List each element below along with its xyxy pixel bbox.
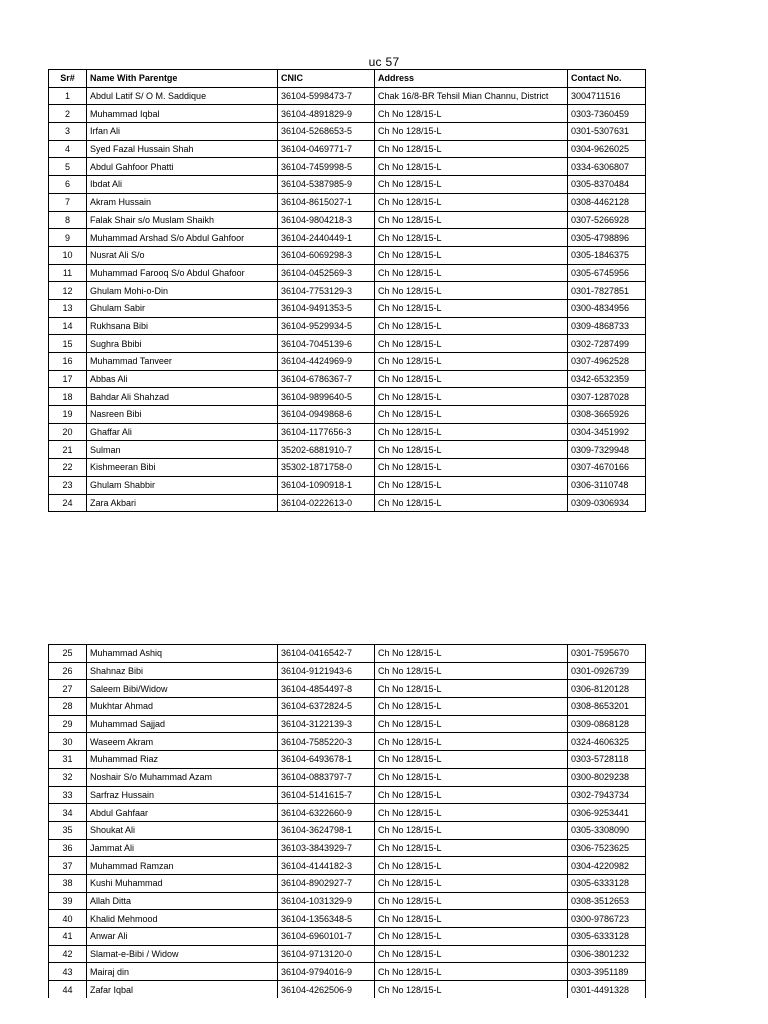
- cell-sr: 37: [49, 857, 87, 875]
- table-row: [49, 662, 646, 680]
- cell-contact: 0301-5307631: [568, 123, 646, 141]
- cell-sr: 12: [49, 282, 87, 300]
- cell-cnic: 36104-6322660-9: [278, 804, 375, 822]
- cell-name: Waseem Akram: [87, 733, 278, 751]
- table-row: [49, 282, 646, 300]
- cell-address: Ch No 128/15-L: [375, 317, 568, 335]
- cell-contact: 0309-7329948: [568, 441, 646, 459]
- cell-name: Bahdar Ali Shahzad: [87, 388, 278, 406]
- cell-contact: 0308-3512653: [568, 892, 646, 910]
- cell-cnic: 36104-7045139-6: [278, 335, 375, 353]
- cell-contact: 0305-4798896: [568, 229, 646, 247]
- cell-contact: 0301-0926739: [568, 662, 646, 680]
- cell-sr: 34: [49, 804, 87, 822]
- cell-cnic: 35202-6881910-7: [278, 441, 375, 459]
- cell-sr: 1: [49, 87, 87, 105]
- cell-sr: 4: [49, 140, 87, 158]
- cell-cnic: 36104-4144182-3: [278, 857, 375, 875]
- cell-contact: 0302-7943734: [568, 786, 646, 804]
- cell-name: Shahnaz Bibi: [87, 662, 278, 680]
- table-row: [49, 87, 646, 105]
- cell-contact: 0301-7595670: [568, 645, 646, 663]
- table-row: [49, 910, 646, 928]
- cell-address: Ch No 128/15-L: [375, 892, 568, 910]
- header-contact: Contact No.: [568, 70, 646, 88]
- table-row: [49, 158, 646, 176]
- cell-contact: 0334-6306807: [568, 158, 646, 176]
- cell-name: Muhammad Tanveer: [87, 353, 278, 371]
- cell-cnic: 36104-0883797-7: [278, 768, 375, 786]
- cell-cnic: 36104-5998473-7: [278, 87, 375, 105]
- cell-address: Ch No 128/15-L: [375, 680, 568, 698]
- cell-name: Irfan Ali: [87, 123, 278, 141]
- cell-cnic: 36104-9491353-5: [278, 299, 375, 317]
- cell-sr: 21: [49, 441, 87, 459]
- cell-address: Ch No 128/15-L: [375, 176, 568, 194]
- cell-name: Nasreen Bibi: [87, 406, 278, 424]
- table-row: [49, 928, 646, 946]
- cell-contact: 0307-1287028: [568, 388, 646, 406]
- cell-cnic: 36104-1356348-5: [278, 910, 375, 928]
- cell-name: Anwar Ali: [87, 928, 278, 946]
- cell-contact: 0305-6333128: [568, 928, 646, 946]
- cell-cnic: 36104-7585220-3: [278, 733, 375, 751]
- cell-name: Muhammad Ramzan: [87, 857, 278, 875]
- page-title: uc 57: [368, 55, 400, 69]
- table-row: [49, 768, 646, 786]
- cell-cnic: 36104-6786367-7: [278, 370, 375, 388]
- cell-cnic: 36104-1177656-3: [278, 423, 375, 441]
- cell-sr: 9: [49, 229, 87, 247]
- cell-sr: 33: [49, 786, 87, 804]
- cell-contact: 0304-4220982: [568, 857, 646, 875]
- cell-sr: 31: [49, 751, 87, 769]
- table-row: [49, 193, 646, 211]
- cell-sr: 6: [49, 176, 87, 194]
- cell-address: Ch No 128/15-L: [375, 140, 568, 158]
- cell-address: Ch No 128/15-L: [375, 388, 568, 406]
- cell-name: Muhammad Ashiq: [87, 645, 278, 663]
- table-row: [49, 370, 646, 388]
- table-row: [49, 353, 646, 371]
- cell-contact: 0301-4491328: [568, 981, 646, 999]
- cell-contact: 0309-0868128: [568, 715, 646, 733]
- cell-name: Falak Shair s/o Muslam Shaikh: [87, 211, 278, 229]
- cell-cnic: 36104-1090918-1: [278, 476, 375, 494]
- table-row: [49, 335, 646, 353]
- cell-sr: 26: [49, 662, 87, 680]
- cell-contact: 0300-8029238: [568, 768, 646, 786]
- table-row: [49, 645, 646, 663]
- cell-sr: 15: [49, 335, 87, 353]
- table-row: [49, 229, 646, 247]
- cell-contact: 0308-3665926: [568, 406, 646, 424]
- cell-sr: 16: [49, 353, 87, 371]
- cell-name: Ghaffar Ali: [87, 423, 278, 441]
- cell-address: Ch No 128/15-L: [375, 768, 568, 786]
- cell-cnic: 36104-4424969-9: [278, 353, 375, 371]
- cell-cnic: 36104-9804218-3: [278, 211, 375, 229]
- table-row: [49, 945, 646, 963]
- cell-cnic: 36104-7753129-3: [278, 282, 375, 300]
- people-table-2: [48, 644, 646, 998]
- table-row: [49, 733, 646, 751]
- cell-sr: 19: [49, 406, 87, 424]
- cell-cnic: 36104-8615027-1: [278, 193, 375, 211]
- cell-sr: 39: [49, 892, 87, 910]
- table-row: [49, 246, 646, 264]
- cell-sr: 14: [49, 317, 87, 335]
- table-header-row: [49, 70, 646, 88]
- cell-address: Ch No 128/15-L: [375, 662, 568, 680]
- cell-sr: 2: [49, 105, 87, 123]
- cell-cnic: 36104-2440449-1: [278, 229, 375, 247]
- cell-address: Ch No 128/15-L: [375, 193, 568, 211]
- cell-contact: 0306-8120128: [568, 680, 646, 698]
- cell-contact: 0304-3451992: [568, 423, 646, 441]
- cell-cnic: 36104-0416542-7: [278, 645, 375, 663]
- cell-sr: 17: [49, 370, 87, 388]
- cell-address: Ch No 128/15-L: [375, 910, 568, 928]
- table-row: [49, 459, 646, 477]
- header-address: Address: [375, 70, 568, 88]
- cell-name: Noshair S/o Muhammad Azam: [87, 768, 278, 786]
- cell-cnic: 36104-9899640-5: [278, 388, 375, 406]
- cell-sr: 35: [49, 821, 87, 839]
- cell-name: Zara Akbari: [87, 494, 278, 512]
- cell-address: Ch No 128/15-L: [375, 423, 568, 441]
- cell-cnic: 36104-5268653-5: [278, 123, 375, 141]
- table-row: [49, 388, 646, 406]
- table-row: [49, 874, 646, 892]
- cell-name: Syed Fazal Hussain Shah: [87, 140, 278, 158]
- table-1-body: [49, 87, 646, 512]
- cell-cnic: 36104-7459998-5: [278, 158, 375, 176]
- cell-sr: 22: [49, 459, 87, 477]
- cell-contact: 0309-4868733: [568, 317, 646, 335]
- cell-contact: 0308-4462128: [568, 193, 646, 211]
- cell-name: Muhammad Sajjad: [87, 715, 278, 733]
- cell-address: Ch No 128/15-L: [375, 264, 568, 282]
- cell-cnic: 36104-4854497-8: [278, 680, 375, 698]
- table-row: [49, 751, 646, 769]
- cell-name: Mukhtar Ahmad: [87, 698, 278, 716]
- cell-address: Ch No 128/15-L: [375, 246, 568, 264]
- table-row: [49, 963, 646, 981]
- cell-contact: 0306-9253441: [568, 804, 646, 822]
- cell-name: Muhammad Iqbal: [87, 105, 278, 123]
- cell-name: Ghulam Shabbir: [87, 476, 278, 494]
- cell-address: Ch No 128/15-L: [375, 715, 568, 733]
- table-row: [49, 441, 646, 459]
- cell-sr: 10: [49, 246, 87, 264]
- cell-name: Ibdat Ali: [87, 176, 278, 194]
- cell-address: Ch No 128/15-L: [375, 874, 568, 892]
- cell-address: Ch No 128/15-L: [375, 406, 568, 424]
- cell-name: Allah Ditta: [87, 892, 278, 910]
- cell-address: Ch No 128/15-L: [375, 441, 568, 459]
- cell-address: Ch No 128/15-L: [375, 821, 568, 839]
- cell-cnic: 36103-3843929-7: [278, 839, 375, 857]
- cell-name: Slamat-e-Bibi / Widow: [87, 945, 278, 963]
- cell-contact: 0305-3308090: [568, 821, 646, 839]
- cell-contact: 0300-4834956: [568, 299, 646, 317]
- cell-sr: 28: [49, 698, 87, 716]
- cell-cnic: 36104-3624798-1: [278, 821, 375, 839]
- cell-sr: 43: [49, 963, 87, 981]
- cell-cnic: 36104-9794016-9: [278, 963, 375, 981]
- table-row: [49, 211, 646, 229]
- table-row: [49, 317, 646, 335]
- people-table-1: [48, 69, 646, 512]
- cell-sr: 27: [49, 680, 87, 698]
- cell-address: Chak 16/8-BR Tehsil Mian Channu, District: [375, 87, 568, 105]
- table-row: [49, 786, 646, 804]
- cell-name: Sulman: [87, 441, 278, 459]
- cell-cnic: 35302-1871758-0: [278, 459, 375, 477]
- cell-name: Ghulam Sabir: [87, 299, 278, 317]
- cell-contact: 0305-6745956: [568, 264, 646, 282]
- table-row: [49, 299, 646, 317]
- cell-sr: 44: [49, 981, 87, 999]
- cell-cnic: 36104-5141615-7: [278, 786, 375, 804]
- cell-name: Saleem Bibi/Widow: [87, 680, 278, 698]
- table-row: [49, 857, 646, 875]
- cell-sr: 3: [49, 123, 87, 141]
- cell-contact: 0308-8653201: [568, 698, 646, 716]
- cell-contact: 0306-3801232: [568, 945, 646, 963]
- header-sr: Sr#: [49, 70, 87, 88]
- cell-cnic: 36104-8902927-7: [278, 874, 375, 892]
- table-row: [49, 839, 646, 857]
- table-row: [49, 981, 646, 999]
- cell-name: Mairaj din: [87, 963, 278, 981]
- cell-contact: 0324-4606325: [568, 733, 646, 751]
- cell-address: Ch No 128/15-L: [375, 335, 568, 353]
- cell-address: Ch No 128/15-L: [375, 123, 568, 141]
- cell-cnic: 36104-9713120-0: [278, 945, 375, 963]
- cell-sr: 18: [49, 388, 87, 406]
- cell-contact: 0305-8370484: [568, 176, 646, 194]
- cell-name: Akram Hussain: [87, 193, 278, 211]
- cell-address: Ch No 128/15-L: [375, 494, 568, 512]
- cell-contact: 0307-4962528: [568, 353, 646, 371]
- cell-cnic: 36104-6493678-1: [278, 751, 375, 769]
- cell-name: Abdul Gahfaar: [87, 804, 278, 822]
- cell-contact: 0306-3110748: [568, 476, 646, 494]
- cell-address: Ch No 128/15-L: [375, 786, 568, 804]
- cell-sr: 32: [49, 768, 87, 786]
- table-row: [49, 698, 646, 716]
- cell-sr: 23: [49, 476, 87, 494]
- cell-cnic: 36104-6372824-5: [278, 698, 375, 716]
- table-row: [49, 140, 646, 158]
- table-row: [49, 423, 646, 441]
- cell-sr: 41: [49, 928, 87, 946]
- cell-cnic: 36104-0222613-0: [278, 494, 375, 512]
- cell-cnic: 36104-0469771-7: [278, 140, 375, 158]
- cell-name: Zafar Iqbal: [87, 981, 278, 999]
- cell-sr: 5: [49, 158, 87, 176]
- cell-contact: 0303-7360459: [568, 105, 646, 123]
- cell-address: Ch No 128/15-L: [375, 733, 568, 751]
- table-row: [49, 105, 646, 123]
- cell-cnic: 36104-1031329-9: [278, 892, 375, 910]
- cell-address: Ch No 128/15-L: [375, 353, 568, 371]
- cell-address: Ch No 128/15-L: [375, 299, 568, 317]
- cell-contact: 0306-7523625: [568, 839, 646, 857]
- table-row: [49, 715, 646, 733]
- cell-cnic: 36104-0452569-3: [278, 264, 375, 282]
- cell-address: Ch No 128/15-L: [375, 804, 568, 822]
- cell-name: Sughra Bbibi: [87, 335, 278, 353]
- cell-address: Ch No 128/15-L: [375, 981, 568, 999]
- cell-address: Ch No 128/15-L: [375, 751, 568, 769]
- cell-cnic: 36104-3122139-3: [278, 715, 375, 733]
- cell-cnic: 36104-5387985-9: [278, 176, 375, 194]
- cell-contact: 0300-9786723: [568, 910, 646, 928]
- cell-sr: 24: [49, 494, 87, 512]
- cell-address: Ch No 128/15-L: [375, 839, 568, 857]
- cell-address: Ch No 128/15-L: [375, 698, 568, 716]
- cell-sr: 40: [49, 910, 87, 928]
- cell-address: Ch No 128/15-L: [375, 963, 568, 981]
- cell-address: Ch No 128/15-L: [375, 158, 568, 176]
- cell-address: Ch No 128/15-L: [375, 645, 568, 663]
- cell-name: Abdul Gahfoor Phatti: [87, 158, 278, 176]
- cell-address: Ch No 128/15-L: [375, 945, 568, 963]
- cell-address: Ch No 128/15-L: [375, 282, 568, 300]
- cell-contact: 0307-4670166: [568, 459, 646, 477]
- cell-address: Ch No 128/15-L: [375, 459, 568, 477]
- table-row: [49, 821, 646, 839]
- cell-contact: 0305-6333128: [568, 874, 646, 892]
- table-row: [49, 680, 646, 698]
- cell-cnic: 36104-6069298-3: [278, 246, 375, 264]
- cell-address: Ch No 128/15-L: [375, 928, 568, 946]
- table-2-body: [49, 645, 646, 999]
- cell-sr: 7: [49, 193, 87, 211]
- cell-contact: 0301-7827851: [568, 282, 646, 300]
- cell-contact: 0304-9626025: [568, 140, 646, 158]
- cell-sr: 8: [49, 211, 87, 229]
- cell-cnic: 36104-9121943-6: [278, 662, 375, 680]
- cell-cnic: 36104-0949868-6: [278, 406, 375, 424]
- cell-address: Ch No 128/15-L: [375, 211, 568, 229]
- table-row: [49, 804, 646, 822]
- cell-contact: 0302-7287499: [568, 335, 646, 353]
- table-row: [49, 264, 646, 282]
- cell-name: Kishmeeran Bibi: [87, 459, 278, 477]
- cell-address: Ch No 128/15-L: [375, 105, 568, 123]
- table-row: [49, 892, 646, 910]
- cell-address: Ch No 128/15-L: [375, 857, 568, 875]
- header-cnic: CNIC: [278, 70, 375, 88]
- cell-name: Muhammad Arshad S/o Abdul Gahfoor: [87, 229, 278, 247]
- cell-sr: 20: [49, 423, 87, 441]
- cell-name: Abbas Ali: [87, 370, 278, 388]
- cell-contact: 0342-6532359: [568, 370, 646, 388]
- cell-name: Sarfraz Hussain: [87, 786, 278, 804]
- cell-name: Ghulam Mohi-o-Din: [87, 282, 278, 300]
- cell-address: Ch No 128/15-L: [375, 476, 568, 494]
- table-row: [49, 123, 646, 141]
- cell-contact: 0307-5266928: [568, 211, 646, 229]
- cell-name: Kushi Muhammad: [87, 874, 278, 892]
- table-row: [49, 176, 646, 194]
- header-name: Name With Parentge: [87, 70, 278, 88]
- cell-name: Khalid Mehmood: [87, 910, 278, 928]
- cell-name: Muhammad Farooq S/o Abdul Ghafoor: [87, 264, 278, 282]
- cell-sr: 38: [49, 874, 87, 892]
- cell-address: Ch No 128/15-L: [375, 229, 568, 247]
- cell-cnic: 36104-9529934-5: [278, 317, 375, 335]
- cell-sr: 11: [49, 264, 87, 282]
- cell-address: Ch No 128/15-L: [375, 370, 568, 388]
- table-row: [49, 476, 646, 494]
- table-row: [49, 494, 646, 512]
- cell-cnic: 36104-6960101-7: [278, 928, 375, 946]
- cell-sr: 29: [49, 715, 87, 733]
- cell-name: Shoukat Ali: [87, 821, 278, 839]
- cell-name: Abdul Latif S/ O M. Saddique: [87, 87, 278, 105]
- cell-name: Jammat Ali: [87, 839, 278, 857]
- cell-contact: 3004711516: [568, 87, 646, 105]
- cell-name: Muhammad Riaz: [87, 751, 278, 769]
- cell-sr: 36: [49, 839, 87, 857]
- cell-sr: 25: [49, 645, 87, 663]
- cell-name: Rukhsana Bibi: [87, 317, 278, 335]
- table-row: [49, 406, 646, 424]
- cell-cnic: 36104-4891829-9: [278, 105, 375, 123]
- cell-cnic: 36104-4262506-9: [278, 981, 375, 999]
- cell-sr: 13: [49, 299, 87, 317]
- cell-sr: 42: [49, 945, 87, 963]
- cell-contact: 0303-3951189: [568, 963, 646, 981]
- cell-name: Nusrat Ali S/o: [87, 246, 278, 264]
- cell-sr: 30: [49, 733, 87, 751]
- cell-contact: 0303-5728118: [568, 751, 646, 769]
- cell-contact: 0305-1846375: [568, 246, 646, 264]
- cell-contact: 0309-0306934: [568, 494, 646, 512]
